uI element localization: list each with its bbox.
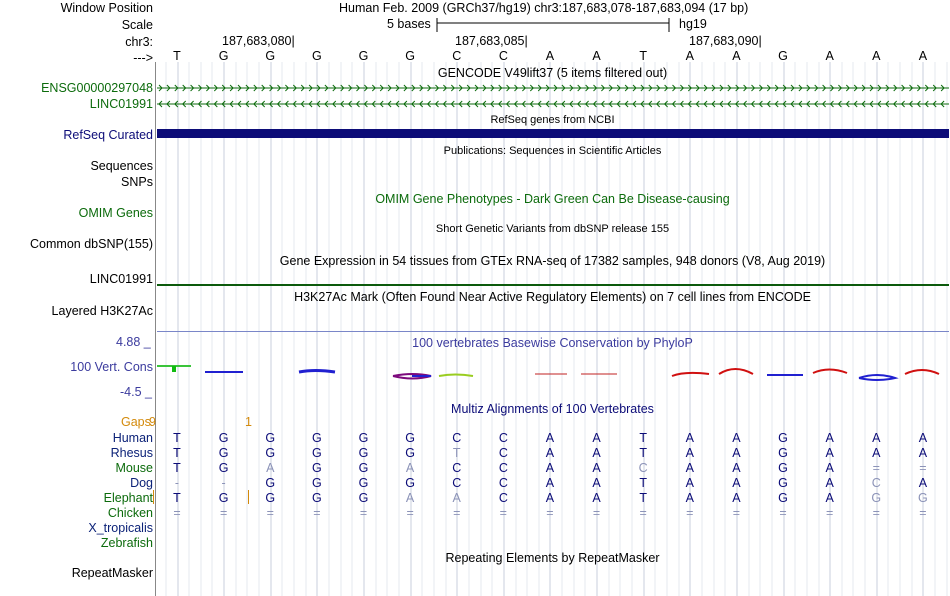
base-letter: A: [825, 49, 834, 63]
aligned-base: A: [825, 461, 834, 475]
species-label[interactable]: Zebrafish: [100, 536, 153, 550]
refseq-gene-bar[interactable]: [157, 129, 949, 138]
h3k27ac-title: H3K27Ac Mark (Often Found Near Active Regulatory Elements) on 7 cell lines from ENCODE: [294, 290, 811, 304]
dbsnp-title: Short Genetic Variants from dbSNP release 155: [435, 223, 670, 235]
base-letter: G: [265, 49, 276, 63]
base-letter: A: [732, 49, 741, 63]
linc01991-gene-arrows[interactable]: [157, 100, 949, 108]
aligned-base: T: [639, 431, 647, 445]
aligned-base: A: [685, 476, 694, 490]
aligned-base: A: [825, 446, 834, 460]
gtex-expression-line[interactable]: [157, 284, 949, 286]
aligned-base: G: [265, 431, 276, 445]
aligned-base: G: [778, 491, 788, 505]
aligned-base: =: [219, 506, 228, 520]
aligned-base: G: [778, 461, 788, 475]
aligned-base: G: [405, 446, 415, 460]
aligned-base: T: [639, 491, 647, 505]
gap-mark-9: 9: [149, 415, 156, 429]
position-tick-3: 187,683,090|: [689, 34, 762, 48]
aligned-base: G: [265, 446, 276, 460]
species-label[interactable]: Mouse: [115, 461, 153, 475]
base-letter: T: [639, 49, 647, 63]
aligned-base: G: [358, 491, 369, 505]
base-letter: G: [311, 49, 322, 63]
aligned-base: G: [405, 431, 415, 445]
aligned-base: G: [218, 446, 229, 460]
aligned-base: =: [592, 506, 601, 520]
base-letter: A: [592, 49, 601, 63]
base-letter: G: [405, 49, 415, 63]
scale-bar: [436, 17, 672, 33]
aligned-base: A: [592, 491, 601, 505]
species-label[interactable]: Human: [112, 431, 153, 445]
aligned-base: G: [311, 446, 322, 460]
aligned-base: A: [918, 446, 928, 460]
aligned-base: =: [872, 506, 880, 520]
base-letter: C: [498, 49, 508, 63]
species-label[interactable]: Rhesus: [110, 446, 153, 460]
aligned-base: C: [452, 431, 462, 445]
aligned-base: A: [732, 446, 741, 460]
aligned-base: C: [452, 461, 462, 475]
aligned-base: =: [826, 506, 834, 520]
aligned-base: A: [545, 491, 555, 505]
base-letter: A: [872, 49, 881, 63]
aligned-base: T: [173, 491, 181, 505]
position-tick-1: 187,683,080|: [222, 34, 295, 48]
aligned-base: A: [685, 446, 694, 460]
aligned-base: G: [778, 476, 788, 490]
chr-label: chr3:: [125, 35, 153, 49]
species-label[interactable]: X_tropicalis: [88, 521, 153, 535]
aligned-base: A: [732, 476, 741, 490]
aligned-base: T: [639, 446, 647, 460]
h3k27ac-baseline: [157, 331, 949, 332]
base-letter: A: [918, 49, 928, 63]
species-label[interactable]: Dog: [130, 476, 153, 490]
aligned-base: =: [919, 506, 927, 520]
aligned-base: A: [872, 431, 881, 445]
aligned-base: C: [638, 461, 648, 475]
aligned-base: A: [545, 446, 555, 460]
scale-text: 5 bases: [387, 17, 431, 31]
aligned-base: A: [918, 476, 928, 490]
aligned-base: T: [639, 476, 647, 490]
snps-label: SNPs: [121, 175, 153, 189]
strand-label: --->: [133, 51, 153, 65]
base-letter: A: [685, 49, 694, 63]
aligned-base: C: [498, 491, 508, 505]
aligned-base: C: [498, 461, 508, 475]
aligned-base: T: [173, 461, 181, 475]
h3k27ac-label[interactable]: Layered H3K27Ac: [51, 304, 153, 318]
aligned-base: A: [685, 461, 694, 475]
omim-label[interactable]: OMIM Genes: [78, 206, 153, 220]
aligned-base: =: [313, 506, 321, 520]
gaps-label: Gaps: [121, 415, 151, 429]
aligned-base: C: [452, 476, 462, 490]
base-sequence: [0, 49, 950, 65]
aligned-base: T: [452, 446, 461, 460]
species-label[interactable]: Chicken: [107, 506, 153, 520]
aligned-base: =: [406, 506, 414, 520]
aligned-base: G: [358, 431, 369, 445]
aligned-base: A: [592, 461, 601, 475]
aligned-base: A: [592, 476, 601, 490]
base-letter: A: [545, 49, 555, 63]
aligned-base: T: [173, 431, 181, 445]
base-letter: T: [173, 49, 181, 63]
aligned-base: A: [452, 491, 461, 505]
aligned-base: =: [686, 506, 694, 520]
aligned-base: -: [221, 476, 226, 490]
conservation-title: 100 vertebrates Basewise Conservation by PhyloP: [412, 336, 693, 350]
gencode-item-ensg[interactable]: ENSG00000297048: [41, 81, 153, 95]
aligned-base: G: [358, 446, 369, 460]
position-tick-2: 187,683,085|: [455, 34, 528, 48]
aligned-base: G: [218, 431, 229, 445]
gtex-label[interactable]: LINC01991: [89, 272, 153, 286]
conservation-max: 4.88 _: [116, 335, 151, 349]
elephant-gap-mark-2: [248, 490, 249, 504]
base-letter: G: [358, 49, 369, 63]
aligned-base: G: [311, 461, 322, 475]
aligned-base: G: [265, 491, 276, 505]
aligned-base: C: [498, 446, 508, 460]
aligned-base: A: [918, 431, 928, 445]
aligned-base: A: [545, 431, 555, 445]
dbsnp-label[interactable]: Common dbSNP(155): [30, 237, 153, 251]
aligned-base: G: [218, 491, 229, 505]
aligned-base: =: [732, 506, 741, 520]
aligned-base: A: [872, 446, 881, 460]
aligned-base: A: [825, 491, 834, 505]
aligned-base: =: [173, 506, 181, 520]
aligned-base: =: [453, 506, 461, 520]
aligned-base: G: [218, 461, 229, 475]
scale-label: Scale: [121, 18, 153, 32]
ensg-gene-arrows[interactable]: [157, 84, 949, 92]
aligned-base: =: [359, 506, 368, 520]
gencode-title: GENCODE V49lift37 (5 items filtered out): [437, 66, 668, 80]
gtex-title: Gene Expression in 54 tissues from GTEx RNA-seq of 17382 samples, 948 donors (V8, Aug 2019): [279, 254, 826, 268]
aligned-base: =: [779, 506, 787, 520]
aligned-base: =: [639, 506, 647, 520]
aligned-base: A: [266, 461, 275, 475]
aligned-base: G: [778, 431, 788, 445]
aligned-base: T: [173, 446, 181, 460]
elephant-gap-mark-1: [153, 490, 154, 504]
aligned-base: A: [825, 431, 834, 445]
aligned-base: A: [825, 476, 834, 490]
aligned-base: =: [919, 461, 927, 475]
aligned-base: C: [871, 476, 881, 490]
aligned-base: G: [311, 431, 322, 445]
aligned-base: G: [358, 461, 369, 475]
aligned-base: G: [405, 476, 415, 490]
aligned-base: A: [545, 476, 555, 490]
refseq-title: RefSeq genes from NCBI: [490, 114, 615, 126]
aligned-base: A: [405, 491, 415, 505]
aligned-base: C: [498, 431, 508, 445]
repeat-label[interactable]: RepeatMasker: [71, 566, 153, 580]
aligned-base: G: [265, 476, 276, 490]
aligned-base: A: [592, 446, 601, 460]
multiz-title: Multiz Alignments of 100 Vertebrates: [451, 402, 654, 416]
aligned-base: G: [871, 491, 882, 505]
window-position-value: Human Feb. 2009 (GRCh37/hg19) chr3:187,683,078-187,683,094 (17 bp): [339, 1, 749, 15]
aligned-base: A: [685, 491, 694, 505]
window-position-label: Window Position: [60, 1, 153, 15]
base-letter: G: [218, 49, 229, 63]
gap-mark-1: 1: [245, 415, 252, 429]
gencode-item-linc01991[interactable]: LINC01991: [89, 97, 153, 111]
aligned-base: G: [311, 491, 322, 505]
publications-title: Publications: Sequences in Scientific Articles: [443, 145, 662, 157]
omim-title: OMIM Gene Phenotypes - Dark Green Can Be Disease-causing: [375, 192, 730, 206]
aligned-base: -: [174, 476, 180, 490]
sequences-label: Sequences: [90, 159, 153, 173]
aligned-base: A: [732, 461, 741, 475]
refseq-label[interactable]: RefSeq Curated: [63, 128, 153, 142]
aligned-base: =: [499, 506, 507, 520]
aligned-base: =: [546, 506, 554, 520]
aligned-base: =: [872, 461, 880, 475]
aligned-base: C: [498, 476, 508, 490]
aligned-base: A: [732, 491, 741, 505]
repeat-title: Repeating Elements by RepeatMasker: [445, 551, 660, 565]
conservation-min: -4.5 _: [120, 385, 152, 399]
scale-assembly: hg19: [679, 17, 707, 31]
aligned-base: G: [778, 446, 788, 460]
aligned-base: G: [311, 476, 322, 490]
base-letter: C: [452, 49, 462, 63]
aligned-base: A: [545, 461, 555, 475]
aligned-base: =: [266, 506, 274, 520]
aligned-base: A: [405, 461, 415, 475]
conservation-label[interactable]: 100 Vert. Cons: [70, 360, 153, 374]
aligned-base: A: [685, 431, 694, 445]
aligned-base: A: [592, 431, 601, 445]
conservation-wiggle[interactable]: [157, 362, 949, 384]
base-letter: G: [778, 49, 788, 63]
aligned-base: G: [918, 491, 928, 505]
species-label[interactable]: Elephant: [103, 491, 153, 505]
aligned-base: A: [732, 431, 741, 445]
aligned-base: G: [358, 476, 369, 490]
